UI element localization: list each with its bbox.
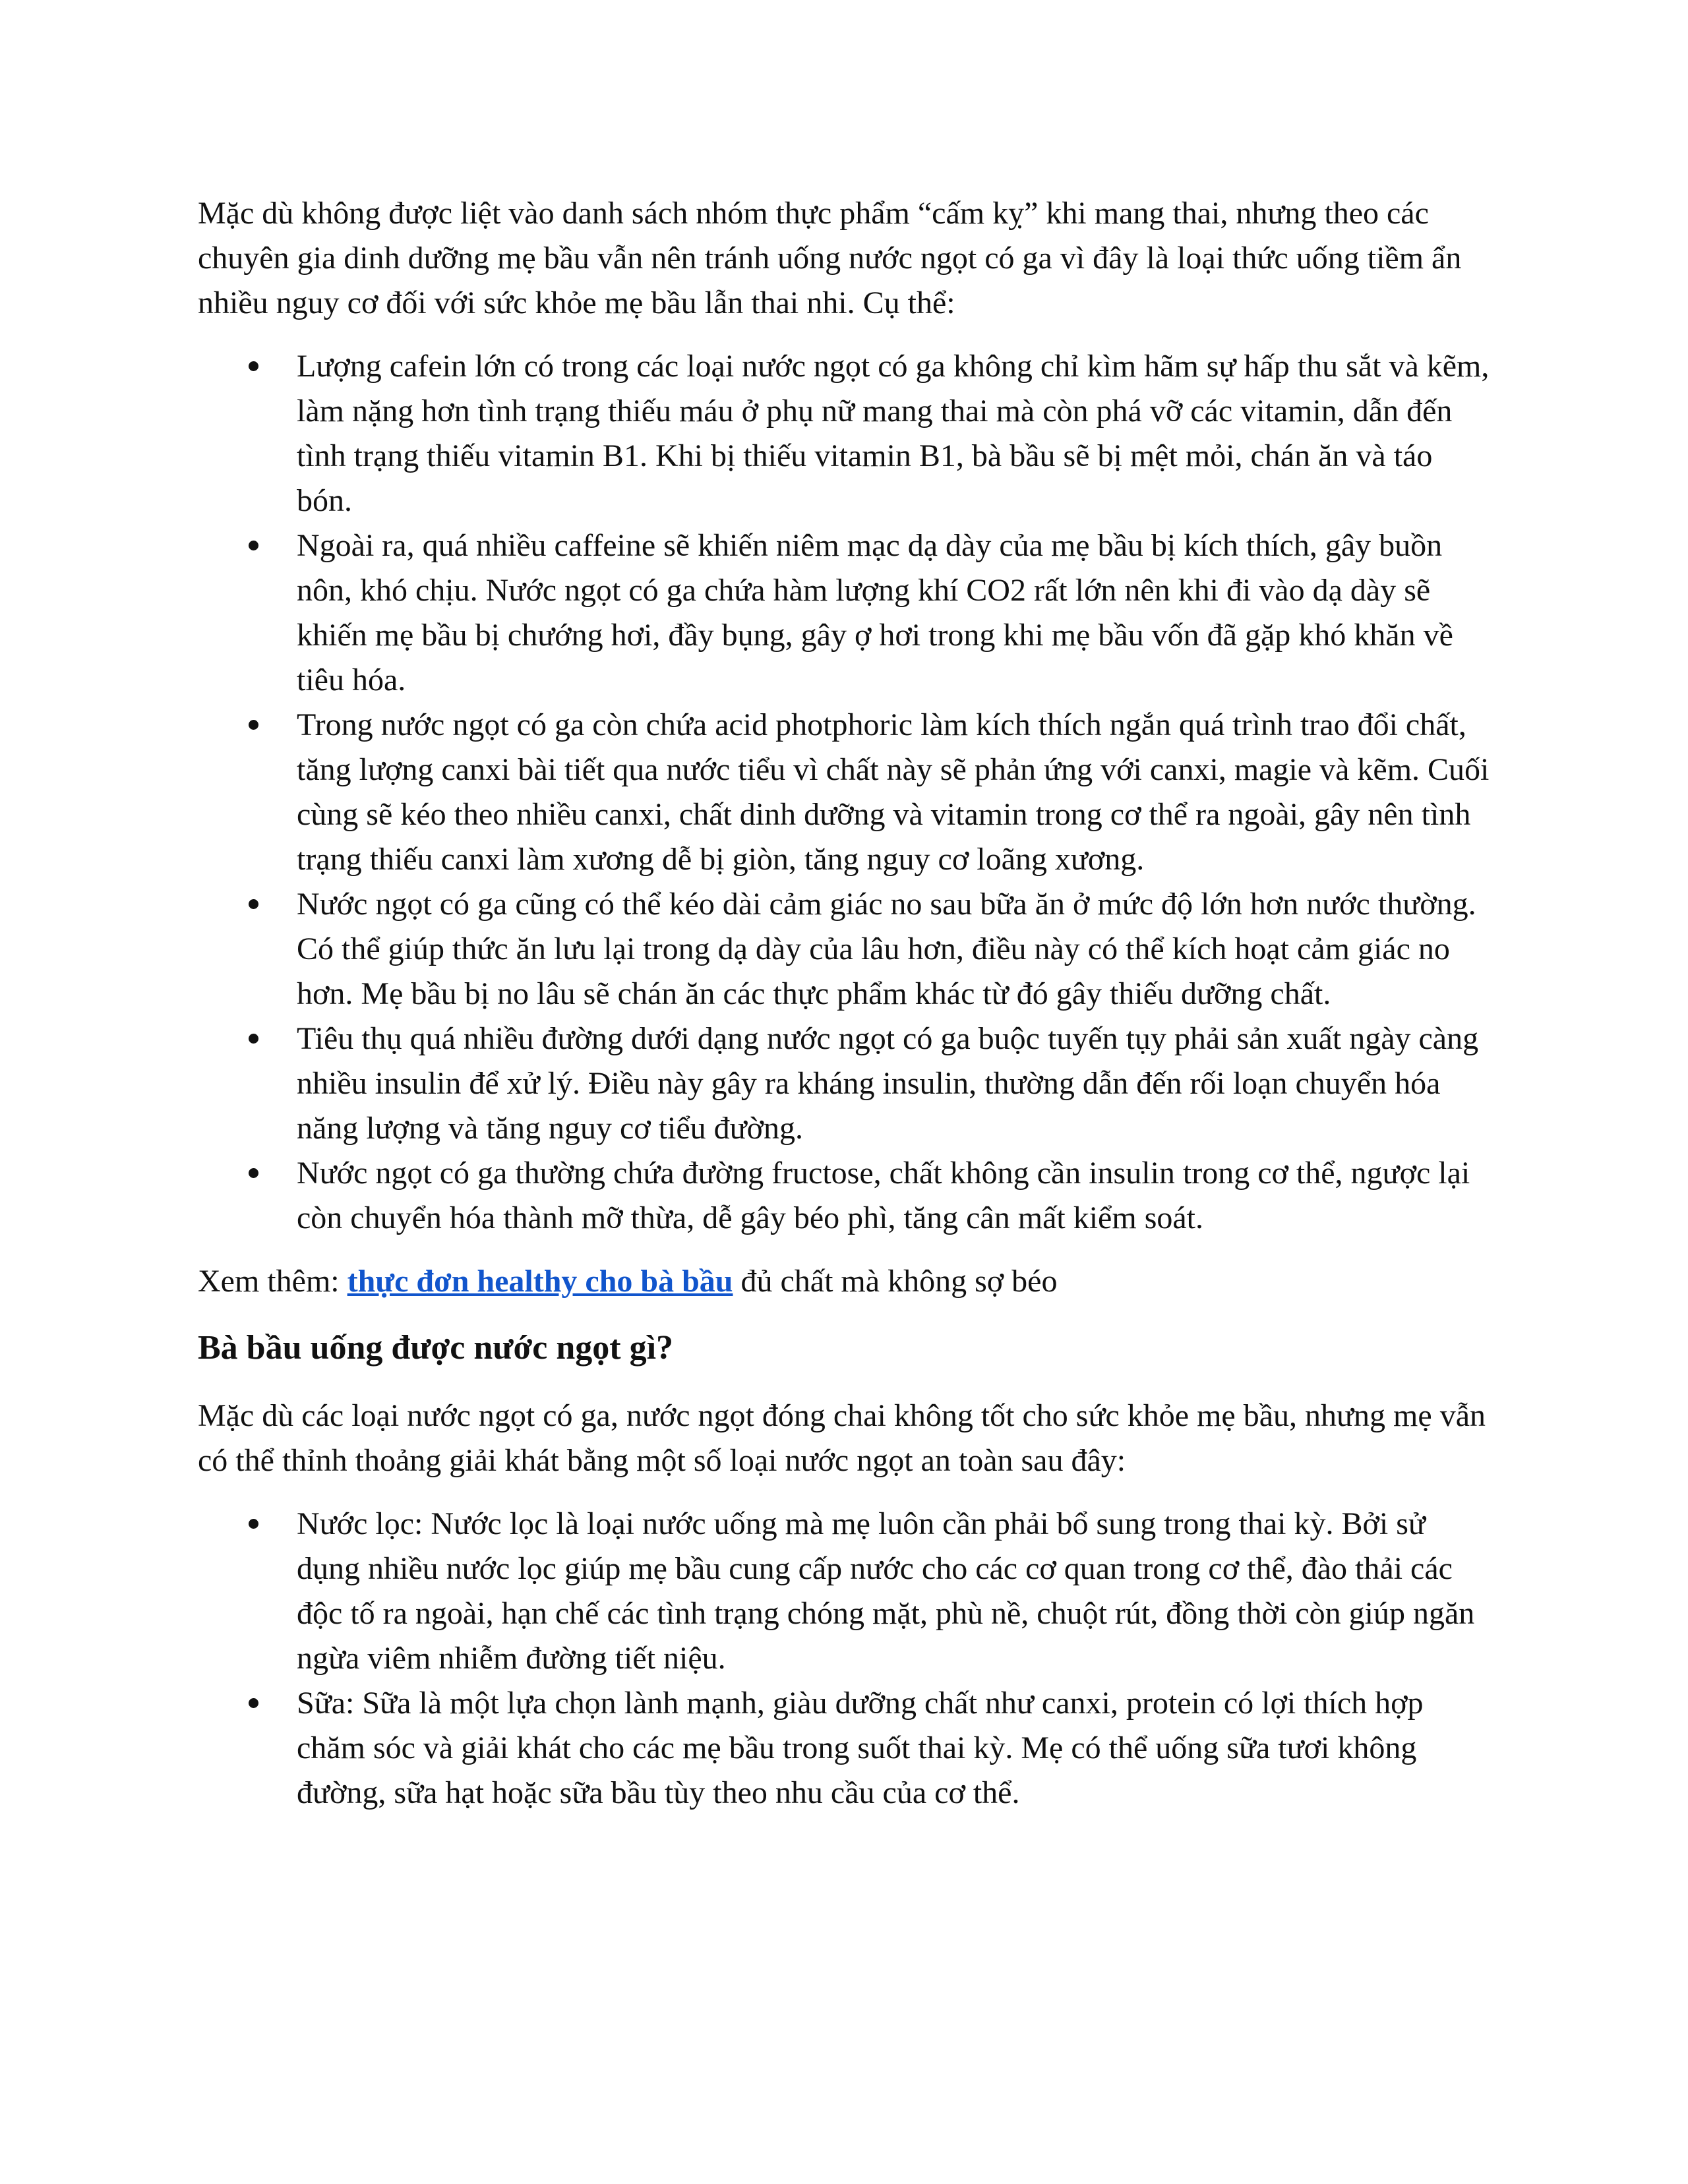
see-also-prefix: Xem thêm: — [198, 1264, 347, 1299]
list-item-text: Ngoài ra, quá nhiều caffeine sẽ khiến niêm mạc dạ dày của mẹ bầu bị kích thích, gây buồn nôn, khó chịu. Nước ngọt có ga chứa hàm lượng khí CO2 rất lớn nên khi đi vào dạ dày sẽ khiến mẹ bầu bị chướng hơi, đầy bụng, gây ợ hơi trong khi mẹ bầu vốn đã gặp khó khăn về tiêu hóa. — [297, 528, 1453, 697]
bullet-icon — [249, 1519, 258, 1529]
list-item — [198, 1681, 1490, 1815]
list-item-text: Sữa: Sữa là một lựa chọn lành mạnh, giàu dưỡng chất như canxi, protein có lợi thích hợp chăm sóc và giải khát cho các mẹ bầu trong suốt thai kỳ. Mẹ có thể uống sữa tươi không đường, sữa hạt hoặc sữa bầu tùy theo nhu cầu của cơ thể. — [297, 1686, 1424, 1810]
list-item — [198, 1017, 1490, 1151]
list-item — [198, 344, 1490, 523]
risks-list — [198, 344, 1490, 1241]
document-page — [198, 191, 1490, 1834]
list-item — [198, 882, 1490, 1017]
list-item-text: Trong nước ngọt có ga còn chứa acid photphoric làm kích thích ngắn quá trình trao đổi chất, tăng lượng canxi bài tiết qua nước tiểu vì chất này sẽ phản ứng với canxi, magie và kẽm. Cuối cùng sẽ kéo theo nhiều canxi, chất dinh dưỡng và vitamin trong cơ thể ra ngoài, gây nên tình trạng thiếu canxi làm xương dễ bị giòn, tăng nguy cơ loãng xương. — [297, 707, 1490, 877]
see-also-line — [198, 1259, 1490, 1304]
list-item — [198, 1151, 1490, 1241]
safe-drinks-list — [198, 1502, 1490, 1815]
intro-paragraph: Mặc dù không được liệt vào danh sách nhóm thực phẩm “cấm kỵ” khi mang thai, nhưng theo các chuyên gia dinh dưỡng mẹ bầu vẫn nên tránh uống nước ngọt có ga vì đây là loại thức uống tiềm ẩn nhiều nguy cơ đối với sức khỏe mẹ bầu lẫn thai nhi. Cụ thể: — [198, 196, 1462, 320]
bullet-icon — [249, 899, 258, 909]
bullet-icon — [249, 1034, 258, 1044]
list-item-text: Tiêu thụ quá nhiều đường dưới dạng nước ngọt có ga buộc tuyến tụy phải sản xuất ngày càng nhiều insulin để xử lý. Điều này gây ra kháng insulin, thường dẫn đến rối loạn chuyển hóa năng lượng và tăng nguy cơ tiểu đường. — [297, 1021, 1479, 1146]
list-item-text: Lượng cafein lớn có trong các loại nước ngọt có ga không chỉ kìm hãm sự hấp thu sắt và kẽm, làm nặng hơn tình trạng thiếu máu ở phụ nữ mang thai mà còn phá vỡ các vitamin, dẫn đến tình trạng thiếu vitamin B1. Khi bị thiếu vitamin B1, bà bầu sẽ bị mệt mỏi, chán ăn và táo bón. — [297, 349, 1490, 518]
bullet-icon — [249, 541, 258, 550]
see-also-suffix: đủ chất mà không sợ béo — [733, 1264, 1058, 1299]
section-heading: Bà bầu uống được nước ngọt gì? — [198, 1329, 674, 1367]
list-item — [198, 1502, 1490, 1681]
list-item — [198, 523, 1490, 703]
list-item-text: Nước ngọt có ga cũng có thể kéo dài cảm giác no sau bữa ăn ở mức độ lớn hơn nước thường. Có thể giúp thức ăn lưu lại trong dạ dày của lâu hơn, điều này có thể kích hoạt cảm giác no hơn. Mẹ bầu bị no lâu sẽ chán ăn các thực phẩm khác từ đó gây thiếu dưỡng chất. — [297, 887, 1476, 1011]
see-also-link[interactable]: thực đơn healthy cho bà bầu — [347, 1264, 733, 1299]
list-item — [198, 703, 1490, 882]
bullet-icon — [249, 720, 258, 730]
bullet-icon — [249, 1698, 258, 1708]
bullet-icon — [249, 361, 258, 371]
list-item-text: Nước lọc: Nước lọc là loại nước uống mà mẹ luôn cần phải bổ sung trong thai kỳ. Bởi sử dụng nhiều nước lọc giúp mẹ bầu cung cấp nước cho các cơ quan trong cơ thể, đào thải các độc tố ra ngoài, hạn chế các tình trạng chóng mặt, phù nề, chuột rút, đồng thời còn giúp ngăn ngừa viêm nhiễm đường tiết niệu. — [297, 1506, 1475, 1676]
second-paragraph: Mặc dù các loại nước ngọt có ga, nước ngọt đóng chai không tốt cho sức khỏe mẹ bầu, nhưng mẹ vẫn có thể thỉnh thoảng giải khát bằng một số loại nước ngọt an toàn sau đây: — [198, 1398, 1486, 1478]
list-item-text: Nước ngọt có ga thường chứa đường fructose, chất không cần insulin trong cơ thể, ngược lại còn chuyển hóa thành mỡ thừa, dễ gây béo phì, tăng cân mất kiểm soát. — [297, 1156, 1470, 1235]
bullet-icon — [249, 1168, 258, 1178]
